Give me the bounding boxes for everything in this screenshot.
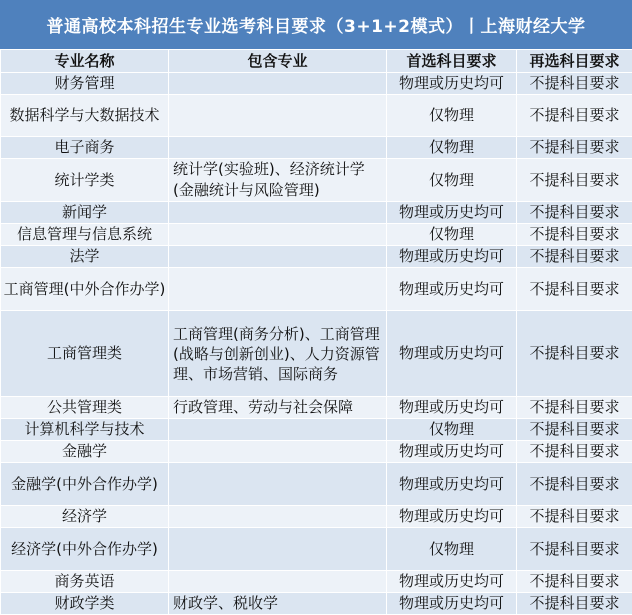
- first-subject: 物理或历史均可: [387, 246, 517, 268]
- major-name: 公共管理类: [1, 397, 169, 419]
- included-majors: 行政管理、劳动与社会保障: [169, 397, 387, 419]
- major-name: 经济学(中外合作办学): [1, 528, 169, 571]
- table-row: [1, 202, 632, 224]
- table-row: [1, 593, 632, 615]
- second-subject: 不提科目要求: [517, 441, 632, 463]
- first-subject: 物理或历史均可: [387, 506, 517, 528]
- included-majors: [169, 571, 387, 593]
- included-majors: [169, 506, 387, 528]
- major-name: 信息管理与信息系统: [1, 224, 169, 246]
- table-row: [1, 268, 632, 311]
- second-subject: 不提科目要求: [517, 202, 632, 224]
- table-row: [1, 441, 632, 463]
- included-majors: [169, 224, 387, 246]
- major-name: 经济学: [1, 506, 169, 528]
- first-subject: 物理或历史均可: [387, 571, 517, 593]
- header-second-subject: 再选科目要求: [517, 50, 632, 73]
- included-majors: [169, 528, 387, 571]
- header-included-majors: 包含专业: [169, 50, 387, 73]
- table-row: [1, 95, 632, 137]
- table-row: [1, 224, 632, 246]
- major-name: 法学: [1, 246, 169, 268]
- major-name: 财务管理: [1, 73, 169, 95]
- first-subject: 物理或历史均可: [387, 202, 517, 224]
- first-subject: 物理或历史均可: [387, 311, 517, 397]
- first-subject: 仅物理: [387, 528, 517, 571]
- second-subject: 不提科目要求: [517, 73, 632, 95]
- first-subject: 物理或历史均可: [387, 268, 517, 311]
- table-row: [1, 571, 632, 593]
- table-row: [1, 419, 632, 441]
- included-majors: [169, 202, 387, 224]
- table-row: [1, 311, 632, 397]
- included-majors: [169, 137, 387, 159]
- second-subject: 不提科目要求: [517, 571, 632, 593]
- table-row: [1, 528, 632, 571]
- first-subject: 仅物理: [387, 137, 517, 159]
- table-row: [1, 137, 632, 159]
- major-name: 商务英语: [1, 571, 169, 593]
- major-name: 计算机科学与技术: [1, 419, 169, 441]
- included-majors: 财政学、税收学: [169, 593, 387, 615]
- first-subject: 仅物理: [387, 159, 517, 202]
- second-subject: 不提科目要求: [517, 268, 632, 311]
- included-majors: [169, 95, 387, 137]
- first-subject: 仅物理: [387, 224, 517, 246]
- second-subject: 不提科目要求: [517, 246, 632, 268]
- major-name: 金融学(中外合作办学): [1, 463, 169, 506]
- table-row: [1, 73, 632, 95]
- included-majors: [169, 441, 387, 463]
- first-subject: 物理或历史均可: [387, 463, 517, 506]
- first-subject: 仅物理: [387, 95, 517, 137]
- table-row: [1, 159, 632, 202]
- second-subject: 不提科目要求: [517, 463, 632, 506]
- second-subject: 不提科目要求: [517, 528, 632, 571]
- table-header-row: [1, 50, 632, 73]
- second-subject: 不提科目要求: [517, 95, 632, 137]
- included-majors: [169, 463, 387, 506]
- major-name: 电子商务: [1, 137, 169, 159]
- included-majors: [169, 419, 387, 441]
- included-majors: 统计学(实验班)、经济统计学(金融统计与风险管理): [169, 159, 387, 202]
- major-name: 金融学: [1, 441, 169, 463]
- second-subject: 不提科目要求: [517, 419, 632, 441]
- table-row: [1, 397, 632, 419]
- major-name: 统计学类: [1, 159, 169, 202]
- second-subject: 不提科目要求: [517, 506, 632, 528]
- header-first-subject: 首选科目要求: [387, 50, 517, 73]
- included-majors: [169, 268, 387, 311]
- first-subject: 仅物理: [387, 419, 517, 441]
- header-major-name: 专业名称: [1, 50, 169, 73]
- second-subject: 不提科目要求: [517, 224, 632, 246]
- included-majors: [169, 246, 387, 268]
- major-name: 工商管理(中外合作办学): [1, 268, 169, 311]
- second-subject: 不提科目要求: [517, 397, 632, 419]
- second-subject: 不提科目要求: [517, 137, 632, 159]
- major-name: 新闻学: [1, 202, 169, 224]
- page-title: 普通高校本科招生专业选考科目要求（3+1+2模式）丨上海财经大学: [0, 0, 632, 49]
- first-subject: 物理或历史均可: [387, 441, 517, 463]
- first-subject: 物理或历史均可: [387, 397, 517, 419]
- subject-requirements-table: [0, 49, 632, 615]
- major-name: 数据科学与大数据技术: [1, 95, 169, 137]
- table-row: [1, 463, 632, 506]
- included-majors: 工商管理(商务分析)、工商管理(战略与创新创业)、人力资源管理、市场营销、国际商务: [169, 311, 387, 397]
- table-row: [1, 506, 632, 528]
- major-name: 工商管理类: [1, 311, 169, 397]
- table-row: [1, 246, 632, 268]
- second-subject: 不提科目要求: [517, 159, 632, 202]
- second-subject: 不提科目要求: [517, 311, 632, 397]
- included-majors: [169, 73, 387, 95]
- second-subject: 不提科目要求: [517, 593, 632, 615]
- major-name: 财政学类: [1, 593, 169, 615]
- first-subject: 物理或历史均可: [387, 73, 517, 95]
- first-subject: 物理或历史均可: [387, 593, 517, 615]
